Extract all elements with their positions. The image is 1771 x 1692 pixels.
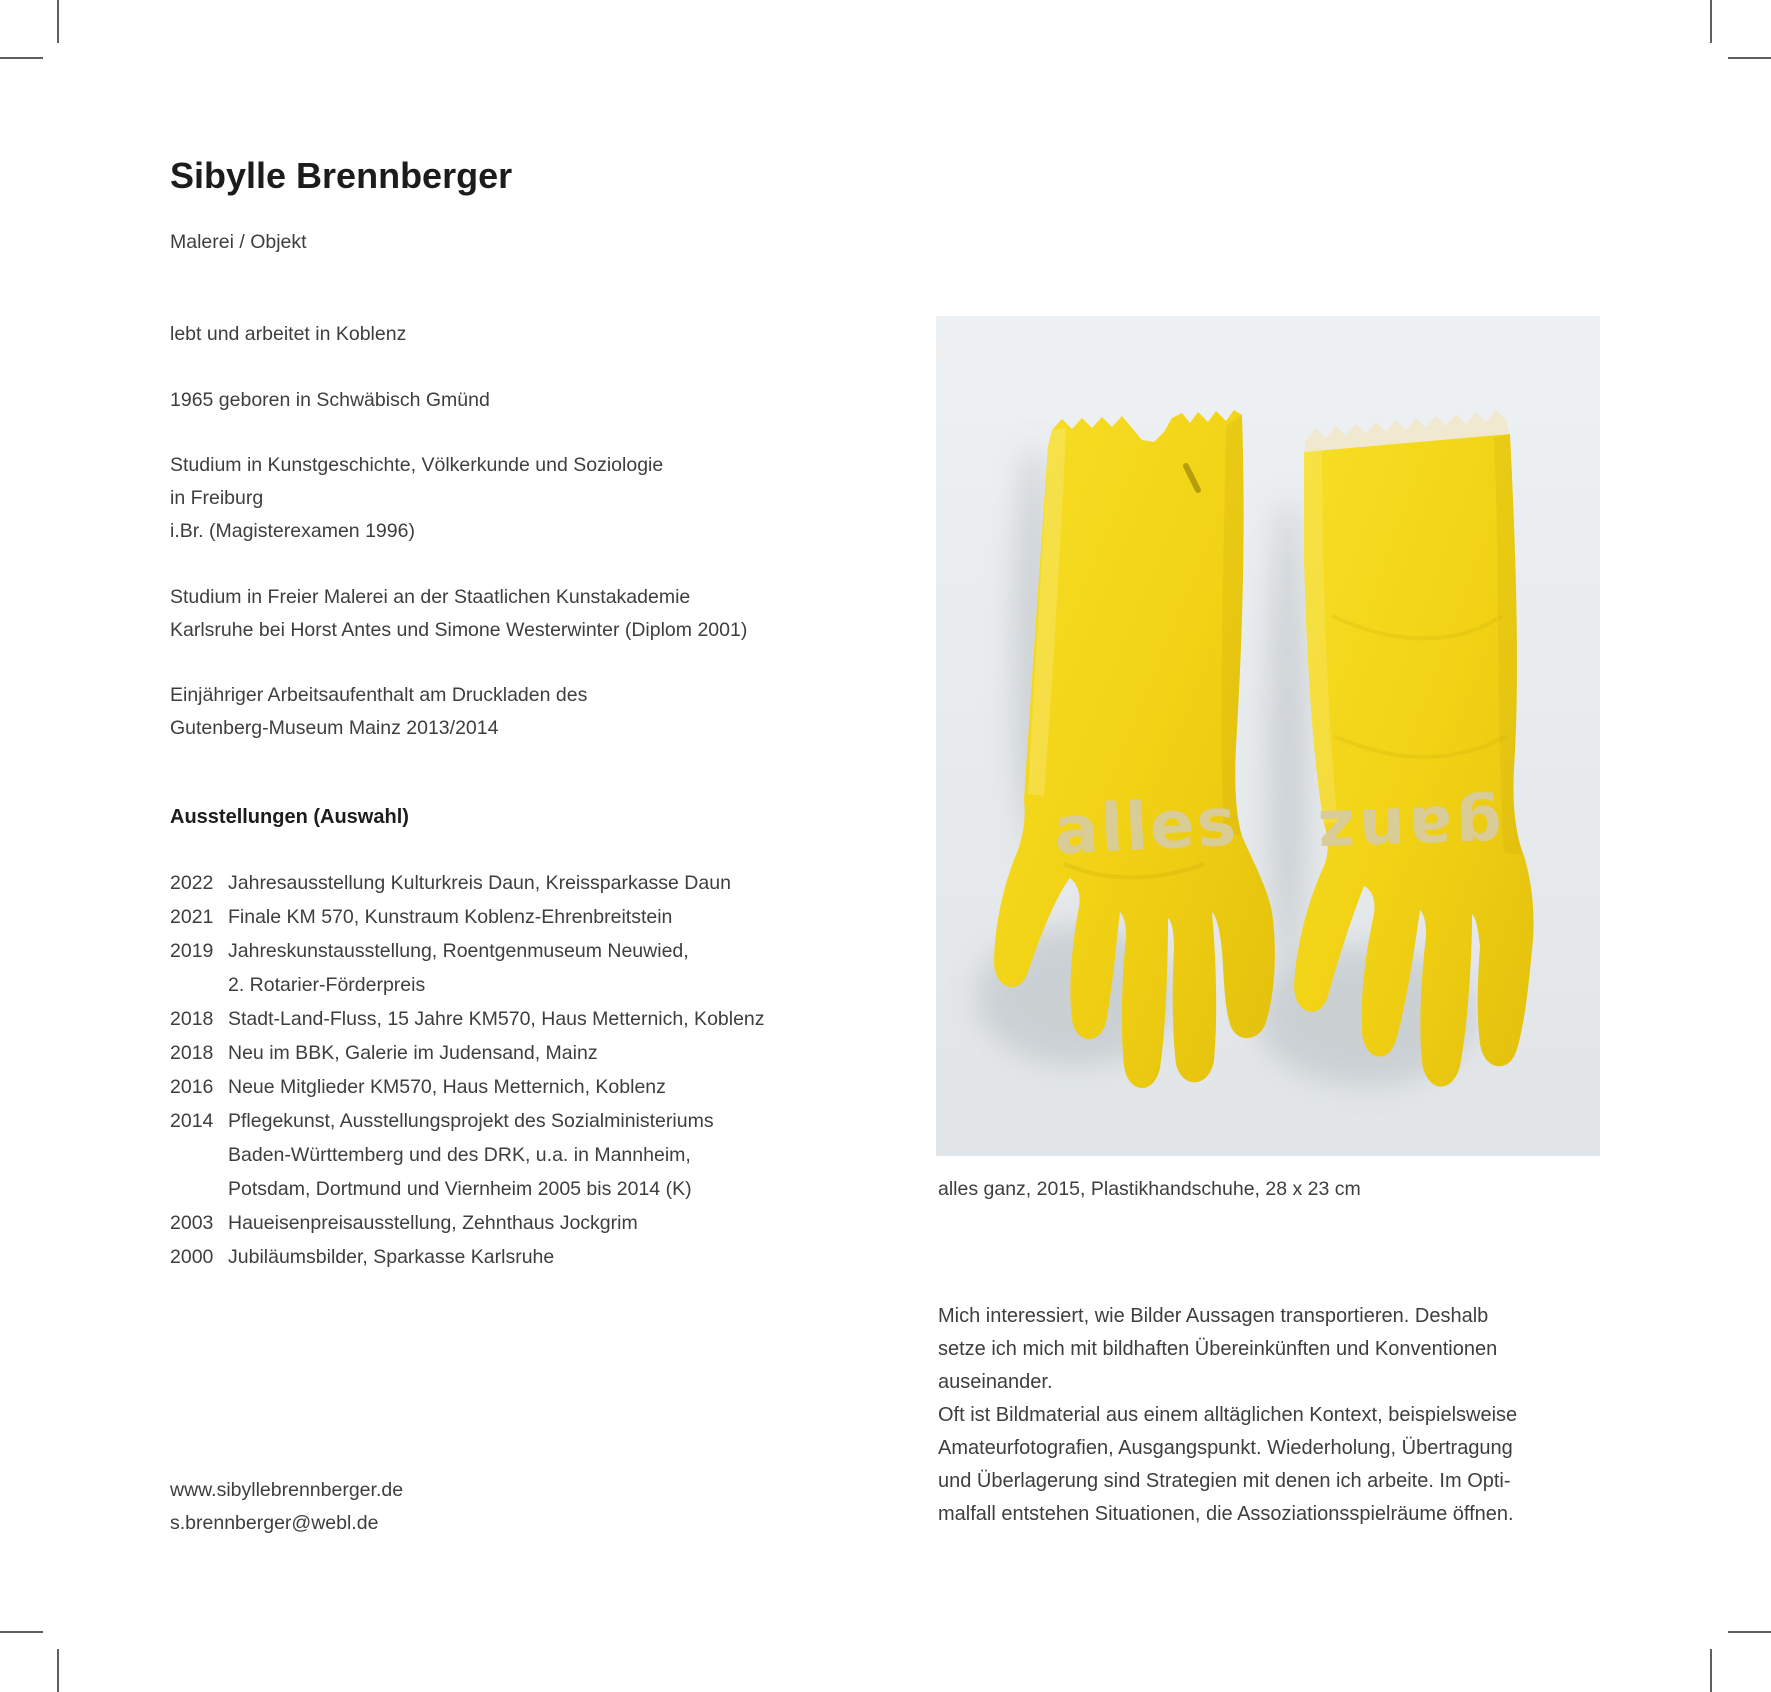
exhibition-year: 2000	[170, 1246, 214, 1268]
stencil-word-alles: alles	[1052, 783, 1240, 870]
exhibition-text: Haueisenpreisausstellung, Zehnthaus Jockgrim	[228, 1212, 638, 1234]
exhibition-row	[170, 968, 810, 1002]
bio-education-2: Studium in Freier Malerei an der Staatlichen Kunstakademie Karlsruhe bei Horst Antes und Simone Westerwinter (Diplom 2001)	[170, 586, 748, 641]
exhibition-year: 2019	[170, 940, 214, 962]
page-title: Sibylle Brennberger	[170, 155, 513, 196]
website-url: www.sibyllebrennberger.de	[170, 1479, 404, 1501]
exhibition-year: 2018	[170, 1008, 214, 1030]
exhibition-row	[170, 1036, 810, 1070]
bio-residence: lebt und arbeitet in Koblenz	[170, 323, 407, 345]
exhibition-year	[170, 1138, 228, 1172]
artist-statement: Mich interessiert, wie Bilder Aussagen transportieren. Deshalb setze ich mich mit bildhaften Übereinkünften und Konventionen auseinander. Oft ist Bildmaterial aus einem alltäglichen Kontext, beispielsweise Amateurfotografien, Ausgangspunkt. Wiederholung, Übertragung und Überlagerung sind Strategien mit denen ich arbeite. Im Opti- malfall entstehen Situationen, die Assoziationsspielräume öffnen.	[938, 1305, 1518, 1525]
exhibition-row	[170, 1104, 810, 1138]
exhibition-row	[170, 1172, 810, 1206]
bio-birth: 1965 geboren in Schwäbisch Gmünd	[170, 389, 490, 411]
exhibition-text: Baden-Württemberg und des DRK, u.a. in Mannheim,	[228, 1144, 691, 1166]
crop-mark-top-right-v	[1710, 0, 1712, 43]
exhibition-year: 2014	[170, 1110, 214, 1132]
crop-mark-bottom-left-h	[0, 1631, 43, 1633]
bio-residency: Einjähriger Arbeitsaufenthalt am Druckladen des Gutenberg-Museum Mainz 2013/2014	[170, 684, 588, 739]
contact-block	[170, 1474, 403, 1540]
crop-mark-top-left-v	[57, 0, 59, 43]
exhibition-year: 2016	[170, 1076, 214, 1098]
crop-mark-top-left-h	[0, 57, 43, 59]
artwork-photo	[936, 316, 1600, 1156]
exhibition-row	[170, 1206, 810, 1240]
bio-education-1: Studium in Kunstgeschichte, Völkerkunde und Soziologie in Freiburg i.Br. (Magisterexamen 1996)	[170, 454, 664, 542]
exhibition-row	[170, 934, 810, 968]
exhibition-text: Jubiläumsbilder, Sparkasse Karlsruhe	[228, 1246, 555, 1268]
crop-mark-top-right-h	[1728, 57, 1771, 59]
crop-mark-bottom-right-h	[1728, 1631, 1771, 1633]
exhibition-row	[170, 1002, 810, 1036]
artwork-caption: alles ganz, 2015, Plastikhandschuhe, 28 x 23 cm	[938, 1178, 1361, 1200]
exhibition-text: Jahresausstellung Kulturkreis Daun, Kreissparkasse Daun	[228, 872, 731, 894]
exhibition-row	[170, 1240, 810, 1274]
exhibition-year: 2018	[170, 1042, 214, 1064]
crop-mark-bottom-right-v	[1710, 1649, 1712, 1692]
exhibition-year	[170, 1172, 228, 1206]
exhibition-text: Neue Mitglieder KM570, Haus Metternich, Koblenz	[228, 1076, 666, 1098]
exhibition-year: 2003	[170, 1212, 214, 1234]
exhibition-text: Potsdam, Dortmund und Viernheim 2005 bis 2014 (K)	[228, 1178, 692, 1200]
exhibition-text: 2. Rotarier-Förderpreis	[228, 974, 426, 996]
exhibition-text: Stadt-Land-Fluss, 15 Jahre KM570, Haus Metternich, Koblenz	[228, 1008, 765, 1030]
exhibition-text: Jahreskunstausstellung, Roentgenmuseum Neuwied,	[228, 940, 689, 962]
exhibition-text: Finale KM 570, Kunstraum Koblenz-Ehrenbreitstein	[228, 906, 673, 928]
gloves-illustration	[936, 316, 1600, 1156]
exhibitions-list	[170, 866, 810, 1274]
crop-mark-bottom-left-v	[57, 1649, 59, 1692]
exhibition-row	[170, 1138, 810, 1172]
exhibition-row	[170, 866, 810, 900]
stencil-word-ganz: ganz	[1312, 788, 1504, 870]
exhibitions-heading: Ausstellungen (Auswahl)	[170, 806, 409, 828]
exhibition-year	[170, 968, 228, 1002]
exhibition-row	[170, 1070, 810, 1104]
exhibition-year: 2021	[170, 906, 214, 928]
exhibition-text: Neu im BBK, Galerie im Judensand, Mainz	[228, 1042, 598, 1064]
exhibition-row	[170, 900, 810, 934]
artist-discipline: Malerei / Objekt	[170, 231, 307, 253]
email-address: s.brennberger@webl.de	[170, 1512, 379, 1534]
exhibition-year: 2022	[170, 872, 214, 894]
exhibition-text: Pflegekunst, Ausstellungsprojekt des Sozialministeriums	[228, 1110, 714, 1132]
